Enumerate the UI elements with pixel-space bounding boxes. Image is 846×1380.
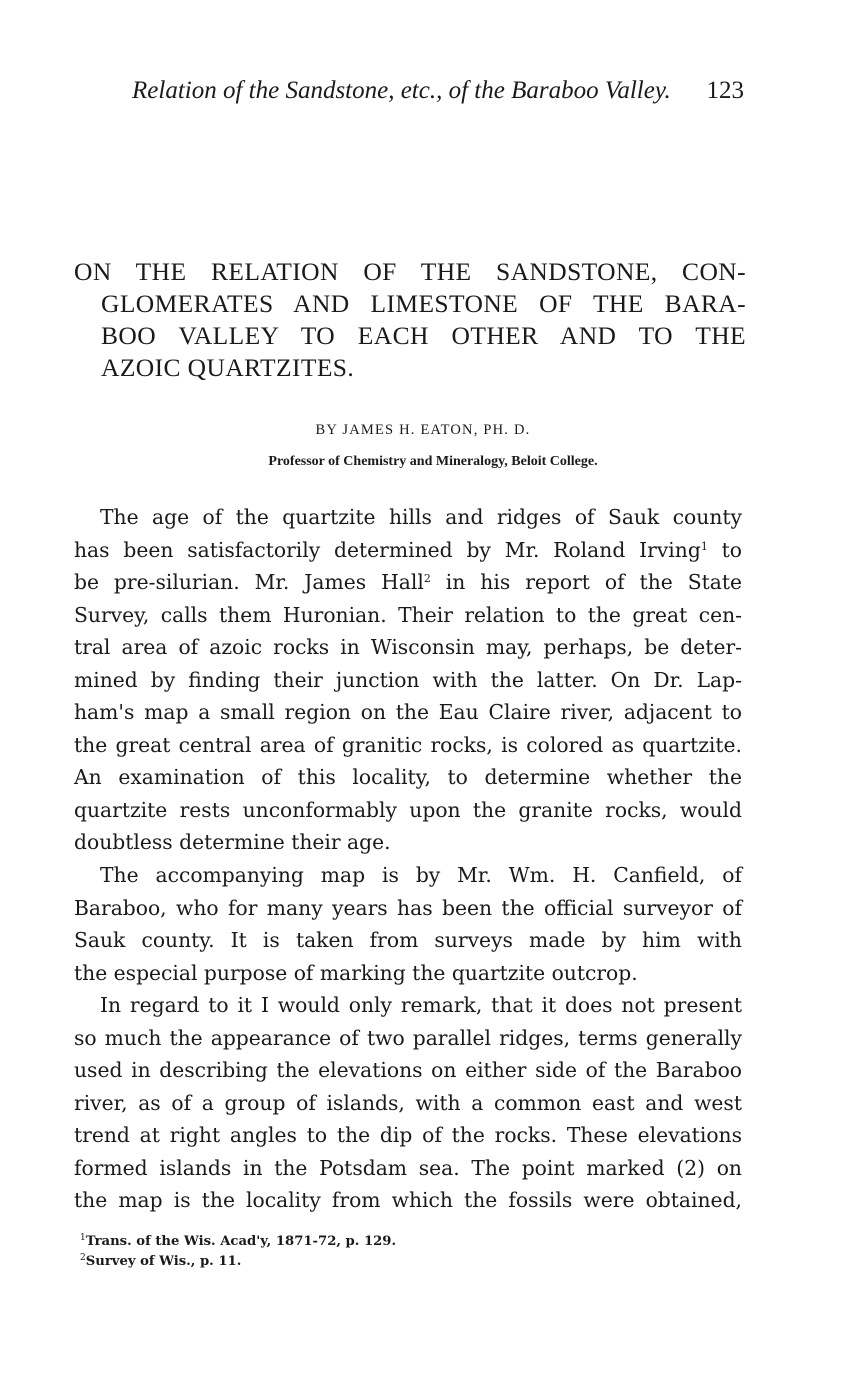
text-line: Sauk county. It is taken from surveys made by him with [74,928,742,953]
text-line: the great central area of granitic rocks, is colored as quartzite. [74,732,742,757]
footnote-text: Trans. of the Wis. Acad'y, 1871-72, p. 129. [85,1234,397,1249]
paragraph [74,989,742,1217]
author-affiliation: Professor of Chemistry and Mineralogy, Beloit College. [268,454,598,469]
title-line: BOO VALLEY TO EACH OTHER AND TO THE [101,321,746,350]
running-head [132,74,744,108]
article-body [74,501,742,1217]
text-line: has been satisfactorily determined by Mr. Roland Irving$^1$ to [74,537,742,562]
text-line: be pre-silurian. Mr. James Hall$^2$ in his report of the State [74,570,742,595]
text-line: river, as of a group of islands, with a common east and west [74,1090,742,1115]
text-line: In regard to it I would only remark, that it does not present [100,993,742,1018]
page-number: 123 [706,77,744,104]
text-line: tral area of azoic rocks in Wisconsin may, perhaps, be deter- [74,635,742,660]
text-line: the especial purpose of marking the quartzite outcrop. [74,960,638,985]
footnotes [80,1232,580,1272]
text-line: trend at right angles to the dip of the rocks. These elevations [74,1123,742,1148]
text-line: used in describing the elevations on either side of the Baraboo [74,1058,742,1083]
title-line: AZOIC QUARTZITES. [101,353,355,382]
running-head-title: Relation of the Sandstone, etc., of the Baraboo Valley. [132,77,671,104]
text-line: The age of the quartzite hills and ridges of Sauk county [100,505,742,529]
footnote-text: Survey of Wis., p. 11. [85,1254,242,1269]
text-line: The accompanying map is by Mr. Wm. H. Canfield, of [100,863,742,888]
text-line: formed islands in the Potsdam sea. The point marked (2) on [74,1155,742,1180]
article-title [74,256,746,384]
footnote-reference[interactable]: 2 [423,572,431,586]
footnote [80,1252,580,1272]
text-line: mined by finding their junction with the latter. On Dr. Lap- [74,667,742,692]
footnote [80,1232,580,1252]
footnote-mark: 1 [80,1233,86,1243]
title-line: ON THE RELATION OF THE SANDSTONE, CON- [74,257,746,286]
footnote-reference[interactable]: 1 [700,539,708,553]
text-line: the map is the locality from which the fossils were obtained, [74,1188,742,1213]
text-line: so much the appearance of two parallel ridges, terms generally [74,1025,742,1050]
text-line: ham's map a small region on the Eau Claire river, adjacent to [74,700,742,725]
footnote-mark: 2 [80,1253,86,1263]
text-line: quartzite rests unconformably upon the granite rocks, would [74,797,742,822]
text-line: Baraboo, who for many years has been the official surveyor of [74,895,742,920]
paragraph [74,501,742,859]
author-byline: BY JAMES H. EATON, PH. D. [315,422,531,438]
text-line: An examination of this locality, to determine whether the [74,765,742,790]
text-line: doubtless determine their age. [74,830,391,855]
title-line: GLOMERATES AND LIMESTONE OF THE BARA- [101,289,746,318]
paragraph [74,859,742,989]
text-line: Survey, calls them Huronian. Their relation to the great cen- [74,602,742,627]
